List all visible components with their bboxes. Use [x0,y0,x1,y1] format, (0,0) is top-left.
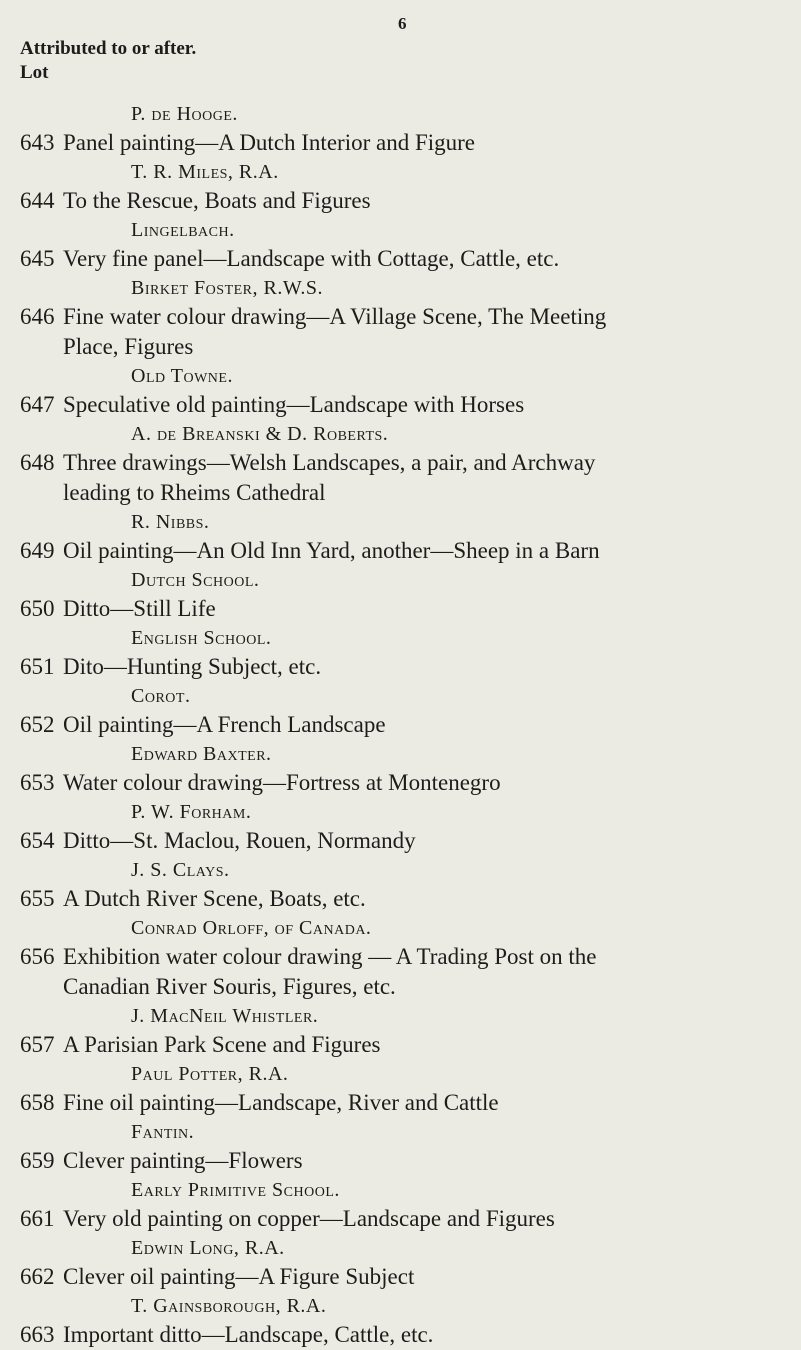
lot-number: 654 [20,828,55,853]
lot-number: 645 [20,246,55,271]
lot-entry [0,100,801,158]
lot-description: Very old painting on copper—Landscape and Figures [63,1206,555,1231]
lot-number: 649 [20,538,55,563]
lot-row [0,942,801,1002]
lot-number: 646 [20,304,55,329]
lot-artist: Corot. [131,685,191,707]
lot-description: Three drawings—Welsh Landscapes, a pair, and Archway leading to Rheims Cathedral [63,450,596,505]
lot-description: To the Rescue, Boats and Figures [63,188,371,213]
lot-artist: Old Towne. [131,365,233,387]
lot-entry [0,274,801,362]
lot-row [0,186,801,216]
lot-row [0,390,801,420]
lot-description: Oil painting—A French Landscape [63,712,386,737]
lot-entry [0,682,801,740]
lot-entry [0,624,801,682]
lot-row [0,826,801,856]
lot-description: Clever painting—Flowers [63,1148,303,1173]
lot-row [0,884,801,914]
lot-artist: English School. [131,627,272,649]
lot-row [0,302,801,362]
lot-entry [0,914,801,1002]
section-heading: Attributed to or after. [20,38,197,59]
lot-description: Fine water colour drawing—A Village Scene, The Meeting Place, Figures [63,304,607,359]
lot-artist: J. S. Clays. [131,859,230,881]
lot-artist: P. W. Forham. [131,801,252,823]
lot-number: 643 [20,130,55,155]
lot-artist: Paul Potter, R.A. [131,1063,289,1085]
lot-description: Oil painting—An Old Inn Yard, another—Sheep in a Barn [63,538,600,563]
lot-row [0,1262,801,1292]
lot-entry [0,1176,801,1234]
lot-row [0,710,801,740]
lot-entry [0,508,801,566]
lot-number: 644 [20,188,55,213]
lot-description: Fine oil painting—Landscape, River and Cattle [63,1090,499,1115]
lot-entry [0,1234,801,1292]
lot-description: Panel painting—A Dutch Interior and Figure [63,130,476,155]
lot-artist: T. R. Miles, R.A. [131,161,279,183]
lot-artist: J. MacNeil Whistler. [131,1005,319,1027]
lot-row [0,1146,801,1176]
lot-artist: Edwin Long, R.A. [131,1237,285,1259]
lot-list [0,100,801,1350]
lot-row [0,244,801,274]
lot-entry [0,798,801,856]
lot-row [0,594,801,624]
lot-number: 656 [20,944,55,969]
lot-description: Clever oil painting—A Figure Subject [63,1264,415,1289]
lot-description: Important ditto—Landscape, Cattle, etc. [63,1322,434,1347]
lot-number: 658 [20,1090,55,1115]
lot-artist: Early Primitive School. [131,1179,340,1201]
lot-artist: Edward Baxter. [131,743,272,765]
lot-artist: T. Gainsborough, R.A. [131,1295,327,1317]
lot-row [0,1320,801,1350]
lot-number: 651 [20,654,55,679]
lot-number: 648 [20,450,55,475]
lot-description: Exhibition water colour drawing — A Trading Post on the Canadian River Souris, Figures, etc. [63,944,597,999]
lot-artist: Lingelbach. [131,219,235,241]
lot-artist: Birket Foster, R.W.S. [131,277,324,299]
lot-row [0,652,801,682]
lot-entry [0,362,801,420]
lot-number: 657 [20,1032,55,1057]
lot-description: Very fine panel—Landscape with Cottage, Cattle, etc. [63,246,560,271]
lot-entry [0,740,801,798]
lot-number: 650 [20,596,55,621]
lot-row [0,536,801,566]
lot-number: 661 [20,1206,55,1231]
lot-number: 647 [20,392,55,417]
lot-entry [0,420,801,508]
lot-number: 663 [20,1322,55,1347]
lot-artist: R. Nibbs. [131,511,210,533]
lot-entry [0,1002,801,1060]
lot-artist: Dutch School. [131,569,260,591]
lot-description: Speculative old painting—Landscape with Horses [63,392,525,417]
lot-number: 659 [20,1148,55,1173]
lot-description: A Dutch River Scene, Boats, etc. [63,886,366,911]
lot-entry [0,856,801,914]
lot-entry [0,1118,801,1176]
lot-row [0,768,801,798]
lot-artist: P. de Hooge. [131,103,238,125]
lot-entry [0,1292,801,1350]
lot-row [0,1204,801,1234]
lot-description: Ditto—St. Maclou, Rouen, Normandy [63,828,416,853]
lot-entry [0,1060,801,1118]
lot-artist: A. de Breanski & D. Roberts. [131,423,389,445]
lot-row [0,1088,801,1118]
lot-artist: Fantin. [131,1121,195,1143]
lot-number: 655 [20,886,55,911]
lot-number: 662 [20,1264,55,1289]
lot-row [0,1030,801,1060]
lot-entry [0,158,801,216]
page-number: 6 [398,14,407,33]
lot-description: Water colour drawing—Fortress at Montenegro [63,770,501,795]
lot-row [0,128,801,158]
lot-entry [0,216,801,274]
lot-number: 652 [20,712,55,737]
lot-description: A Parisian Park Scene and Figures [63,1032,381,1057]
lot-entry [0,566,801,624]
lot-column-label: Lot [20,62,49,83]
lot-artist: Conrad Orloff, of Canada. [131,917,372,939]
lot-description: Ditto—Still Life [63,596,216,621]
lot-description: Dito—Hunting Subject, etc. [63,654,322,679]
lot-number: 653 [20,770,55,795]
lot-row [0,448,801,508]
